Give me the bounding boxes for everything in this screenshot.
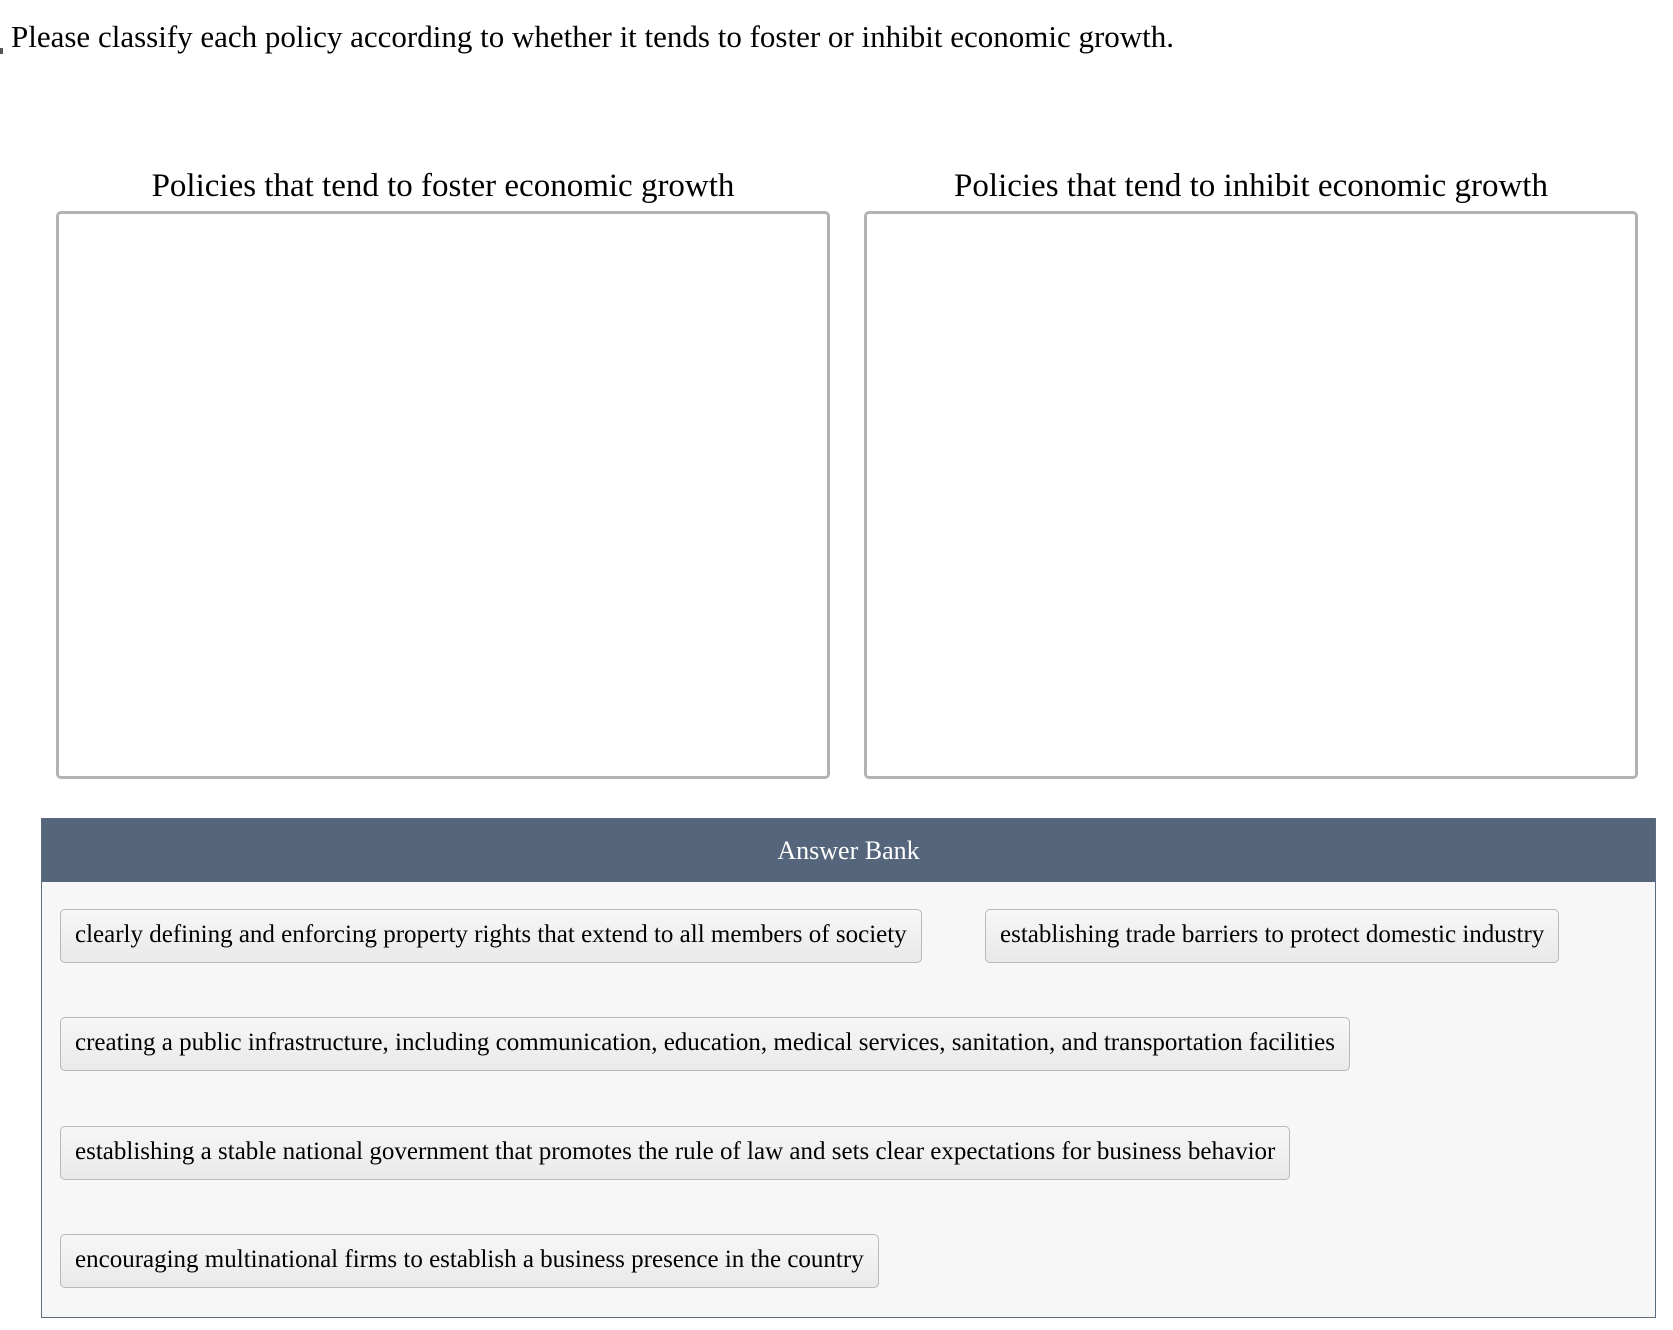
- question-prompt: Please classify each policy according to whether it tends to foster or inhibit economic growth.: [11, 19, 1175, 54]
- bin-title-foster: Policies that tend to foster economic growth: [151, 168, 735, 204]
- answer-chip-trade-barriers[interactable]: establishing trade barriers to protect domestic industry: [985, 909, 1559, 963]
- question-marker: [0, 48, 3, 54]
- answer-chip-multinational-firms[interactable]: encouraging multinational firms to establish a business presence in the country: [60, 1234, 879, 1288]
- bin-title-inhibit: Policies that tend to inhibit economic growth: [954, 168, 1548, 204]
- answer-chip-stable-government[interactable]: establishing a stable national government that promotes the rule of law and sets clear expectations for business behavior: [60, 1126, 1290, 1180]
- answer-bank-header: Answer Bank: [42, 819, 1655, 882]
- answer-chip-public-infrastructure[interactable]: creating a public infrastructure, including communication, education, medical services, sanitation, and transportation facilities: [60, 1017, 1350, 1071]
- bin-foster-dropzone[interactable]: [56, 211, 830, 779]
- answer-chip-property-rights[interactable]: clearly defining and enforcing property rights that extend to all members of society: [60, 909, 922, 963]
- answer-bank: [41, 818, 1656, 1318]
- bin-inhibit-dropzone[interactable]: [864, 211, 1638, 779]
